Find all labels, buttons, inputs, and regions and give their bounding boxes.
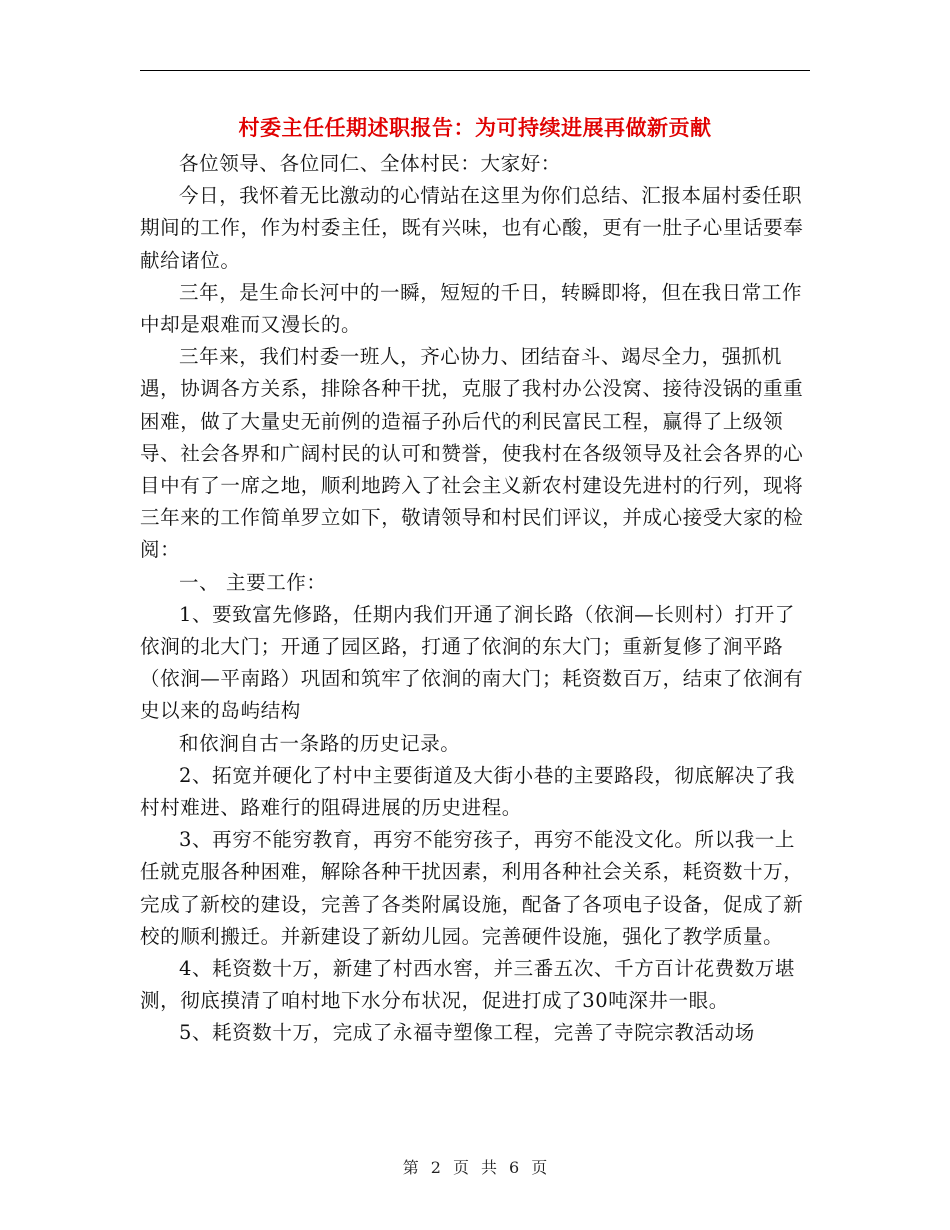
page-footer (0, 1155, 950, 1178)
body-paragraph: 三年来，我们村委一班人，齐心协力、团结奋斗、竭尽全力，强抓机遇，协调各方关系，排除各种干扰，克服了我村办公没窝、接待没锅的重重困难，做了大量史无前例的造福子孙后代的利民富民工程，赢得了上级领导、社会各界和广阔村民的认可和赞誉，使我村在各级领导及社会各界的心目中有了一席之地，顺利地跨入了社会主义新农村建设先进村的行列，现将三年来的工作简单罗立如下，敬请领导和村民们评议，并成心接受大家的检阅： (140, 345, 804, 562)
footer-total-unit: 页 (531, 1158, 548, 1177)
body-paragraph: 今日，我怀着无比激动的心情站在这里为你们总结、汇报本届村委任职期间的工作，作为村委主任，既有兴味，也有心酸，更有一肚子心里话要奉献给诸位。 (140, 184, 804, 272)
page-number: 2 (430, 1158, 441, 1177)
body-paragraph: 三年，是生命长河中的一瞬，短短的千日，转瞬即将，但在我日常工作中却是艰难而又漫长的。 (140, 280, 803, 337)
list-item: 3、再穷不能穷教育，再穷不能穷孩子，再穷不能没文化。所以我一上任就克服各种困难，解除各种干扰因素，利用各种社会关系，耗资数十万，完成了新校的建设，完善了各类附属设施，配备了各项电子设备，促成了新校的顺利搬迁。并新建设了新幼儿园。完善硬件设施，强化了教学质量。 (140, 828, 804, 948)
header-rule (140, 70, 810, 71)
footer-page-unit: 页 (452, 1158, 469, 1177)
section-heading: 一、 主要工作： (179, 570, 327, 594)
greeting-paragraph: 各位领导、各位同仁、全体村民：大家好： (179, 152, 561, 175)
footer-prefix: 第 (402, 1158, 419, 1177)
list-item: 1、要致富先修路，任期内我们开通了涧长路（依涧—长则村）打开了依涧的北大门；开通了园区路，打通了依涧的东大门；重新复修了涧平路（依涧—平南路）巩固和筑牢了依涧的南大门；耗资数百万，结束了依涧有史以来的岛屿结构 (140, 602, 804, 723)
document-title: 村委主任任期述职报告：为可持续进展再做新贡献 (238, 115, 712, 140)
list-item-continuation: 和依涧自古一条路的历史记录。 (179, 731, 461, 755)
list-item: 4、耗资数十万，新建了村西水窖，并三番五次、千方百计花费数万堪测，彻底摸清了咱村地下水分布状况，促进打成了30吨深井一眼。 (140, 957, 796, 1013)
footer-total-prefix: 共 (481, 1158, 498, 1177)
total-pages: 6 (509, 1158, 520, 1177)
document-body (140, 148, 812, 1050)
list-item: 2、拓宽并硬化了村中主要街道及大街小巷的主要路段，彻底解决了我村村难进、路难行的阻碍进展的历史进程。 (140, 763, 796, 820)
list-item: 5、耗资数十万，完成了永福寺塑像工程，完善了寺院宗教活动场 (179, 1021, 755, 1045)
